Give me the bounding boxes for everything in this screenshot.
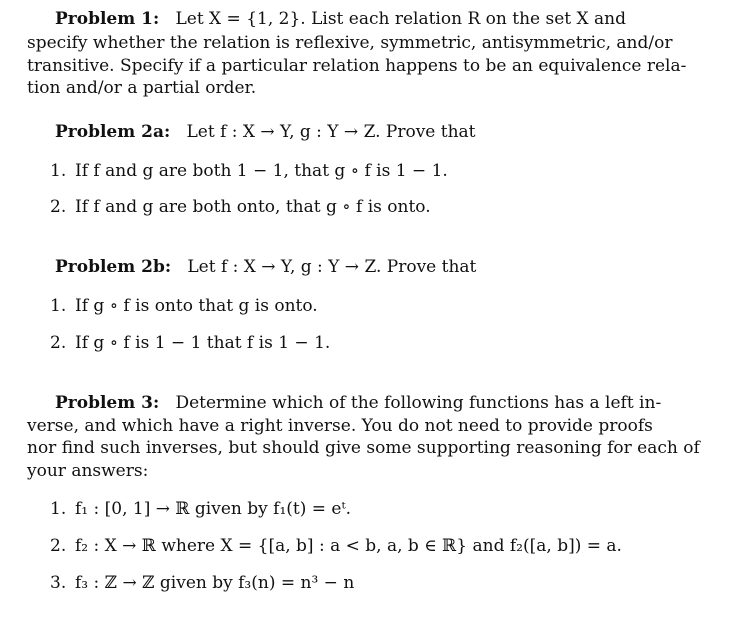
problem-2b-item-1-number: 1. bbox=[50, 296, 67, 316]
problem-2b-item-2-number: 2. bbox=[50, 333, 67, 353]
problem-2b-first-line bbox=[55, 256, 476, 278]
problem-2a-item-1-text: If f and g are both 1 − 1, that g ∘ f is 1 − 1. bbox=[75, 161, 448, 181]
problem-3-text-line-3: nor find such inverses, but should give some supporting reasoning for each of bbox=[27, 438, 700, 458]
problem-2a-intro: Let f : X → Y, g : Y → Z. Prove that bbox=[186, 122, 476, 142]
problem-3-item-3-number: 3. bbox=[50, 573, 67, 593]
problem-2a-item-1-number: 1. bbox=[50, 161, 67, 181]
problem-1-text-line-1: Let X = {1, 2}. List each relation R on the set X and bbox=[175, 9, 626, 29]
problem-2a-first-line bbox=[55, 121, 476, 143]
problem-1-text-line-3: transitive. Specify if a particular relation happens to be an equivalence rela- bbox=[27, 56, 687, 76]
problem-3-heading: Problem 3: bbox=[55, 393, 160, 413]
problem-3-text-line-1: Determine which of the following functions has a left in- bbox=[175, 393, 662, 413]
problem-1-first-line bbox=[55, 8, 626, 30]
problem-3-item-1-number: 1. bbox=[50, 499, 67, 519]
problem-3-item-3-text: f₃ : ℤ → ℤ given by f₃(n) = n³ − n bbox=[75, 573, 355, 593]
problem-3-text-line-2: verse, and which have a right inverse. You do not need to provide proofs bbox=[27, 416, 653, 436]
problem-2b-item-1-text: If g ∘ f is onto that g is onto. bbox=[75, 296, 318, 316]
problem-2a-item-2-text: If f and g are both onto, that g ∘ f is onto. bbox=[75, 197, 431, 217]
problem-1-heading: Problem 1: bbox=[55, 9, 160, 29]
problem-2a-item-2-number: 2. bbox=[50, 197, 67, 217]
problem-2a-heading: Problem 2a: bbox=[55, 122, 171, 142]
problem-3-item-2-number: 2. bbox=[50, 536, 67, 556]
problem-3-first-line bbox=[55, 392, 661, 414]
problem-2b-item-2-text: If g ∘ f is 1 − 1 that f is 1 − 1. bbox=[75, 333, 331, 353]
problem-3-item-1-text: f₁ : [0, 1] → ℝ given by f₁(t) = eᵗ. bbox=[75, 499, 352, 519]
problem-1-text-line-4: tion and/or a partial order. bbox=[27, 78, 257, 98]
problem-3-text-line-4: your answers: bbox=[27, 461, 149, 481]
problem-2b-heading: Problem 2b: bbox=[55, 257, 172, 277]
problem-1-text-line-2: specify whether the relation is reflexive, symmetric, antisymmetric, and/or bbox=[27, 33, 673, 53]
problem-2b-intro: Let f : X → Y, g : Y → Z. Prove that bbox=[187, 257, 477, 277]
problem-3-item-2-text: f₂ : X → ℝ where X = {[a, b] : a < b, a, b ∈ ℝ} and f₂([a, b]) = a. bbox=[75, 536, 622, 556]
